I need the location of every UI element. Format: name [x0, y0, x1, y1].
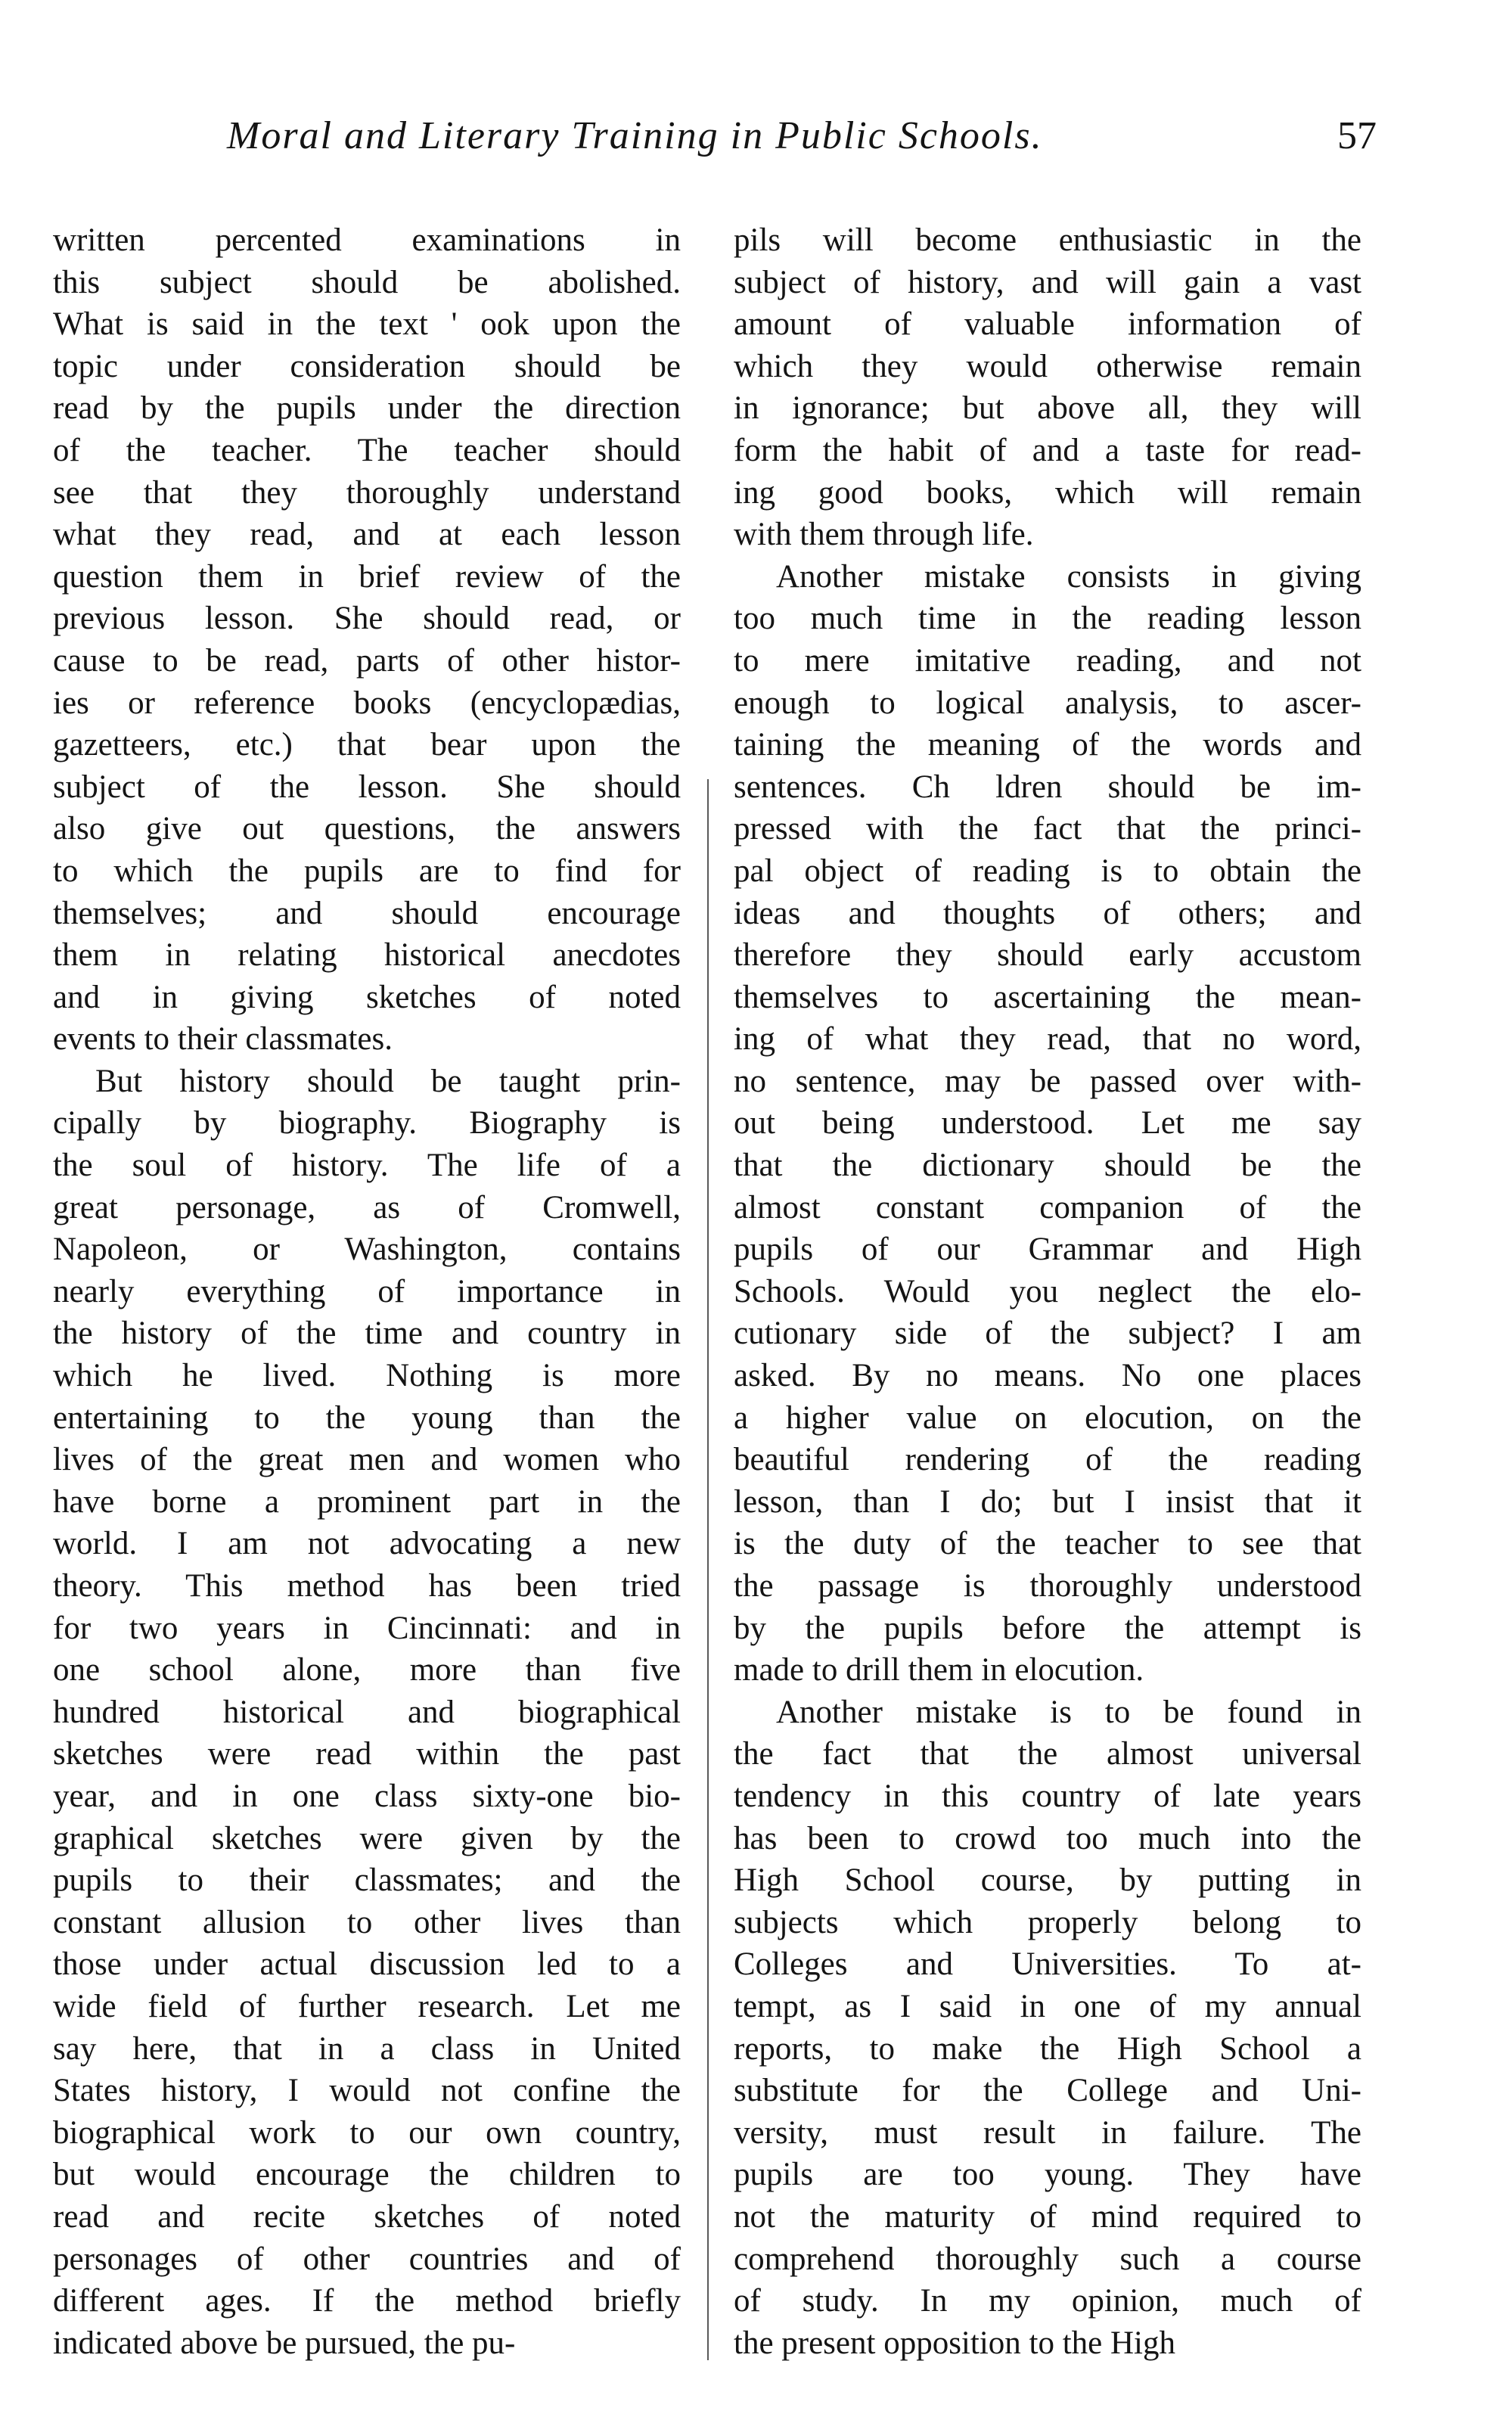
- text-line: in ignorance; but above all, they will: [734, 390, 1361, 427]
- text-line: the fact that the almost universal: [734, 1736, 1361, 1772]
- text-line: previous lesson. She should read, or: [53, 601, 681, 637]
- text-line: Colleges and Universities. To at-: [734, 1946, 1361, 1983]
- text-line: out being understood. Let me say: [734, 1105, 1361, 1142]
- text-line: question them in brief review of the: [53, 558, 681, 595]
- text-line: have borne a prominent part in the: [53, 1483, 681, 1520]
- text-line: comprehend thoroughly such a course: [734, 2241, 1361, 2277]
- text-line: them in relating historical anecdotes: [53, 937, 681, 974]
- running-title: Moral and Literary Training in Public Schools.: [227, 114, 1043, 157]
- left-column: [53, 219, 681, 2364]
- text-line: made to drill them in elocution.: [734, 1652, 1144, 1688]
- text-line: pupils to their classmates; and the: [53, 1862, 681, 1899]
- right-column: [734, 219, 1361, 2364]
- text-line: for two years in Cincinnati: and in: [53, 1610, 681, 1646]
- text-line: of the teacher. The teacher should: [53, 432, 681, 468]
- text-line: that the dictionary should be the: [734, 1148, 1361, 1184]
- text-line: tempt, as I said in one of my annual: [734, 1988, 1361, 2024]
- text-line: with them through life.: [734, 517, 1034, 553]
- text-line: cipally by biography. Biography is: [53, 1105, 681, 1142]
- text-line: a higher value on elocution, on the: [734, 1399, 1361, 1436]
- text-line: tendency in this country of late years: [734, 1778, 1361, 1814]
- text-line: subjects which properly belong to: [734, 1904, 1361, 1940]
- text-line: what they read, and at each lesson: [53, 517, 681, 553]
- text-line: taining the meaning of the words and: [734, 727, 1361, 763]
- text-line: Schools. Would you neglect the elo-: [734, 1273, 1361, 1309]
- text-line: beautiful rendering of the reading: [734, 1442, 1361, 1478]
- text-line: wide field of further research. Let me: [53, 1988, 681, 2024]
- text-line: by the pupils before the attempt is: [734, 1610, 1361, 1646]
- text-line: hundred historical and biographical: [53, 1694, 681, 1730]
- text-line: has been to crowd too much into the: [734, 1820, 1361, 1856]
- text-line: too much time in the reading lesson: [734, 601, 1361, 637]
- text-line: ies or reference books (encyclopædias,: [53, 685, 681, 721]
- text-line: personages of other countries and of: [53, 2241, 681, 2277]
- text-line: substitute for the College and Uni-: [734, 2073, 1361, 2109]
- text-line: also give out questions, the answers: [53, 811, 681, 847]
- text-line: But history should be taught prin-: [95, 1063, 681, 1099]
- text-line: graphical sketches were given by the: [53, 1820, 681, 1856]
- text-line: this subject should be abolished.: [53, 264, 681, 300]
- text-line: great personage, as of Cromwell,: [53, 1189, 681, 1225]
- text-line: Another mistake is to be found in: [776, 1694, 1361, 1730]
- text-line: gazetteers, etc.) that bear upon the: [53, 727, 681, 763]
- text-line: nearly everything of importance in: [53, 1273, 681, 1309]
- text-line: lesson, than I do; but I insist that it: [734, 1483, 1361, 1520]
- text-line: pressed with the fact that the princi-: [734, 811, 1361, 847]
- text-line: the history of the time and country in: [53, 1316, 681, 1352]
- text-line: Another mistake consists in giving: [776, 558, 1361, 595]
- text-line: read by the pupils under the direction: [53, 390, 681, 427]
- text-line: themselves to ascertaining the mean-: [734, 979, 1361, 1015]
- text-line: the soul of history. The life of a: [53, 1148, 681, 1184]
- text-line: no sentence, may be passed over with-: [734, 1063, 1361, 1099]
- text-line: indicated above be pursued, the pu-: [53, 2325, 516, 2361]
- running-header: [227, 113, 1377, 182]
- text-line: cause to be read, parts of other histor-: [53, 642, 681, 679]
- text-line: States history, I would not confine the: [53, 2073, 681, 2109]
- text-line: pupils of our Grammar and High: [734, 1232, 1361, 1268]
- text-line: which he lived. Nothing is more: [53, 1358, 681, 1394]
- text-line: ideas and thoughts of others; and: [734, 895, 1361, 931]
- text-line: ing good books, which will remain: [734, 474, 1361, 511]
- text-line: Napoleon, or Washington, contains: [53, 1232, 681, 1268]
- text-line: year, and in one class sixty-one bio-: [53, 1778, 681, 1814]
- text-line: the passage is thoroughly understood: [734, 1568, 1361, 1604]
- text-line: events to their classmates.: [53, 1021, 393, 1058]
- text-line: theory. This method has been tried: [53, 1568, 681, 1604]
- text-line: and in giving sketches of noted: [53, 979, 681, 1015]
- text-line: is the duty of the teacher to see that: [734, 1526, 1361, 1562]
- text-line: constant allusion to other lives than: [53, 1904, 681, 1940]
- text-line: those under actual discussion led to a: [53, 1946, 681, 1983]
- text-line: themselves; and should encourage: [53, 895, 681, 931]
- text-line: What is said in the text ' ook upon the: [53, 306, 681, 343]
- text-line: entertaining to the young than the: [53, 1399, 681, 1436]
- text-line: which they would otherwise remain: [734, 348, 1361, 384]
- text-line: sentences. Ch ldren should be im-: [734, 769, 1361, 805]
- text-line: amount of valuable information of: [734, 306, 1361, 343]
- text-line: enough to logical analysis, to ascer-: [734, 685, 1361, 721]
- text-line: subject of the lesson. She should: [53, 769, 681, 805]
- text-line: biographical work to our own country,: [53, 2114, 681, 2151]
- text-line: High School course, by putting in: [734, 1862, 1361, 1899]
- text-line: to which the pupils are to find for: [53, 853, 681, 889]
- text-line: read and recite sketches of noted: [53, 2198, 681, 2235]
- column-divider: [707, 779, 709, 2360]
- text-line: written percented examinations in: [53, 222, 681, 258]
- text-line: versity, must result in failure. The: [734, 2114, 1361, 2151]
- text-line: lives of the great men and women who: [53, 1442, 681, 1478]
- page-number: 57: [1337, 114, 1377, 157]
- text-line: not the maturity of mind required to: [734, 2198, 1361, 2235]
- text-line: pils will become enthusiastic in the: [734, 222, 1361, 258]
- text-line: subject of history, and will gain a vast: [734, 264, 1361, 300]
- text-line: ing of what they read, that no word,: [734, 1021, 1361, 1058]
- text-line: different ages. If the method briefly: [53, 2283, 681, 2319]
- text-line: pupils are too young. They have: [734, 2157, 1361, 2193]
- text-line: but would encourage the children to: [53, 2157, 681, 2193]
- text-line: sketches were read within the past: [53, 1736, 681, 1772]
- text-line: see that they thoroughly understand: [53, 474, 681, 511]
- text-line: cutionary side of the subject? I am: [734, 1316, 1361, 1352]
- text-line: form the habit of and a taste for read-: [734, 432, 1361, 468]
- text-line: of study. In my opinion, much of: [734, 2283, 1361, 2319]
- text-line: asked. By no means. No one places: [734, 1358, 1361, 1394]
- text-line: almost constant companion of the: [734, 1189, 1361, 1225]
- text-line: therefore they should early accustom: [734, 937, 1361, 974]
- text-line: world. I am not advocating a new: [53, 1526, 681, 1562]
- text-line: say here, that in a class in United: [53, 2030, 681, 2067]
- text-line: to mere imitative reading, and not: [734, 642, 1361, 679]
- text-line: the present opposition to the High: [734, 2325, 1176, 2361]
- text-line: pal object of reading is to obtain the: [734, 853, 1361, 889]
- text-line: reports, to make the High School a: [734, 2030, 1361, 2067]
- text-line: topic under consideration should be: [53, 348, 681, 384]
- text-line: one school alone, more than five: [53, 1652, 681, 1688]
